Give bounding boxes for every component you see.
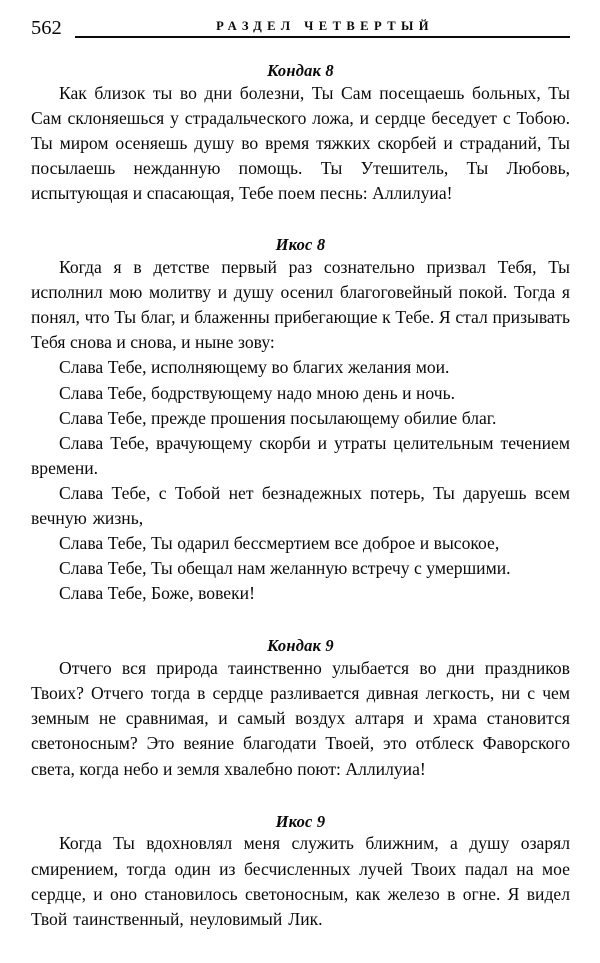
text-column (31, 61, 570, 932)
glory-line: Слава Тебе, бодрствующему надо мною день и ночь. (59, 382, 456, 403)
paragraph-kondak-8: Как близок ты во дни болезни, Ты Сам посещаешь больных, Ты Сам склоняешься у страдальческого ложа, и сердце беседует с Тобою. Ты миром осеняешь душу во время тяжких скорбей и страданий, Ты посылаешь нежданную помощь. Ты Утешитель, Ты Любовь, испытующая и спасающая, Тебе поем песнь: Аллилуиа! (31, 82, 570, 204)
glory-line: Слава Тебе, исполняющему во благих желания мои. (59, 357, 450, 378)
section-heading-kondak-9: Кондак 9 (267, 636, 334, 656)
paragraph-ikos-9: Когда Ты вдохновлял меня служить ближним, а душу озарял смирением, тогда один из бесчисленных лучей Твоих падал на мое сердце, и оно становилось светоносным, как железо в огне. Я видел Твой таинственный, неуловимый Лик. (31, 833, 570, 929)
paragraph-ikos-8: Когда я в детстве первый раз сознательно призвал Тебя, Ты исполнил мою молитву и душу осенил благоговейный покой. Тогда я понял, что Ты благ, и блаженны прибегающие к Тебе. Я стал призывать Тебя снова и снова, и ныне зову: (31, 257, 570, 353)
section-heading-kondak-8: Кондак 8 (267, 61, 334, 80)
glory-line: Слава Тебе, врачующему скорби и утраты целительным течением времени. (31, 432, 570, 478)
page-number: 562 (31, 16, 62, 39)
glory-line: Слава Тебе, прежде прошения посылающему обилие благ. (59, 407, 497, 428)
running-head-rule-wrap (75, 20, 570, 42)
section-heading-ikos-9: Икос 9 (275, 811, 326, 831)
header-divider-rule (75, 36, 570, 38)
glory-line: Слава Тебе, Ты одарил бессмертием все доброе и высокое, (59, 533, 500, 554)
glory-lines-list (31, 355, 570, 606)
glory-line: Слава Тебе, Боже, вовеки! (59, 583, 255, 604)
paragraph-kondak-9: Отчего вся природа таинственно улыбается во дни праздников Твоих? Отчего тогда в сердце разливается дивная легкость, ни с чем земным не сравнимая, и самый воздух алтаря и храма становится светоносным? Это веяние благодати Твоей, это отблеск Фаворского света, когда небо и земля хвалебно поют: Аллилуиа! (31, 658, 570, 779)
section-heading-ikos-8: Икос 8 (275, 235, 326, 255)
glory-line: Слава Тебе, с Тобой нет безнадежных потерь, Ты даруешь всем вечную жизнь, (31, 482, 570, 528)
running-head (0, 0, 600, 42)
running-head-title: РАЗДЕЛ ЧЕТВЕРТЫЙ (216, 19, 434, 34)
glory-line: Слава Тебе, Ты обещал нам желанную встречу с умершими. (59, 558, 511, 579)
